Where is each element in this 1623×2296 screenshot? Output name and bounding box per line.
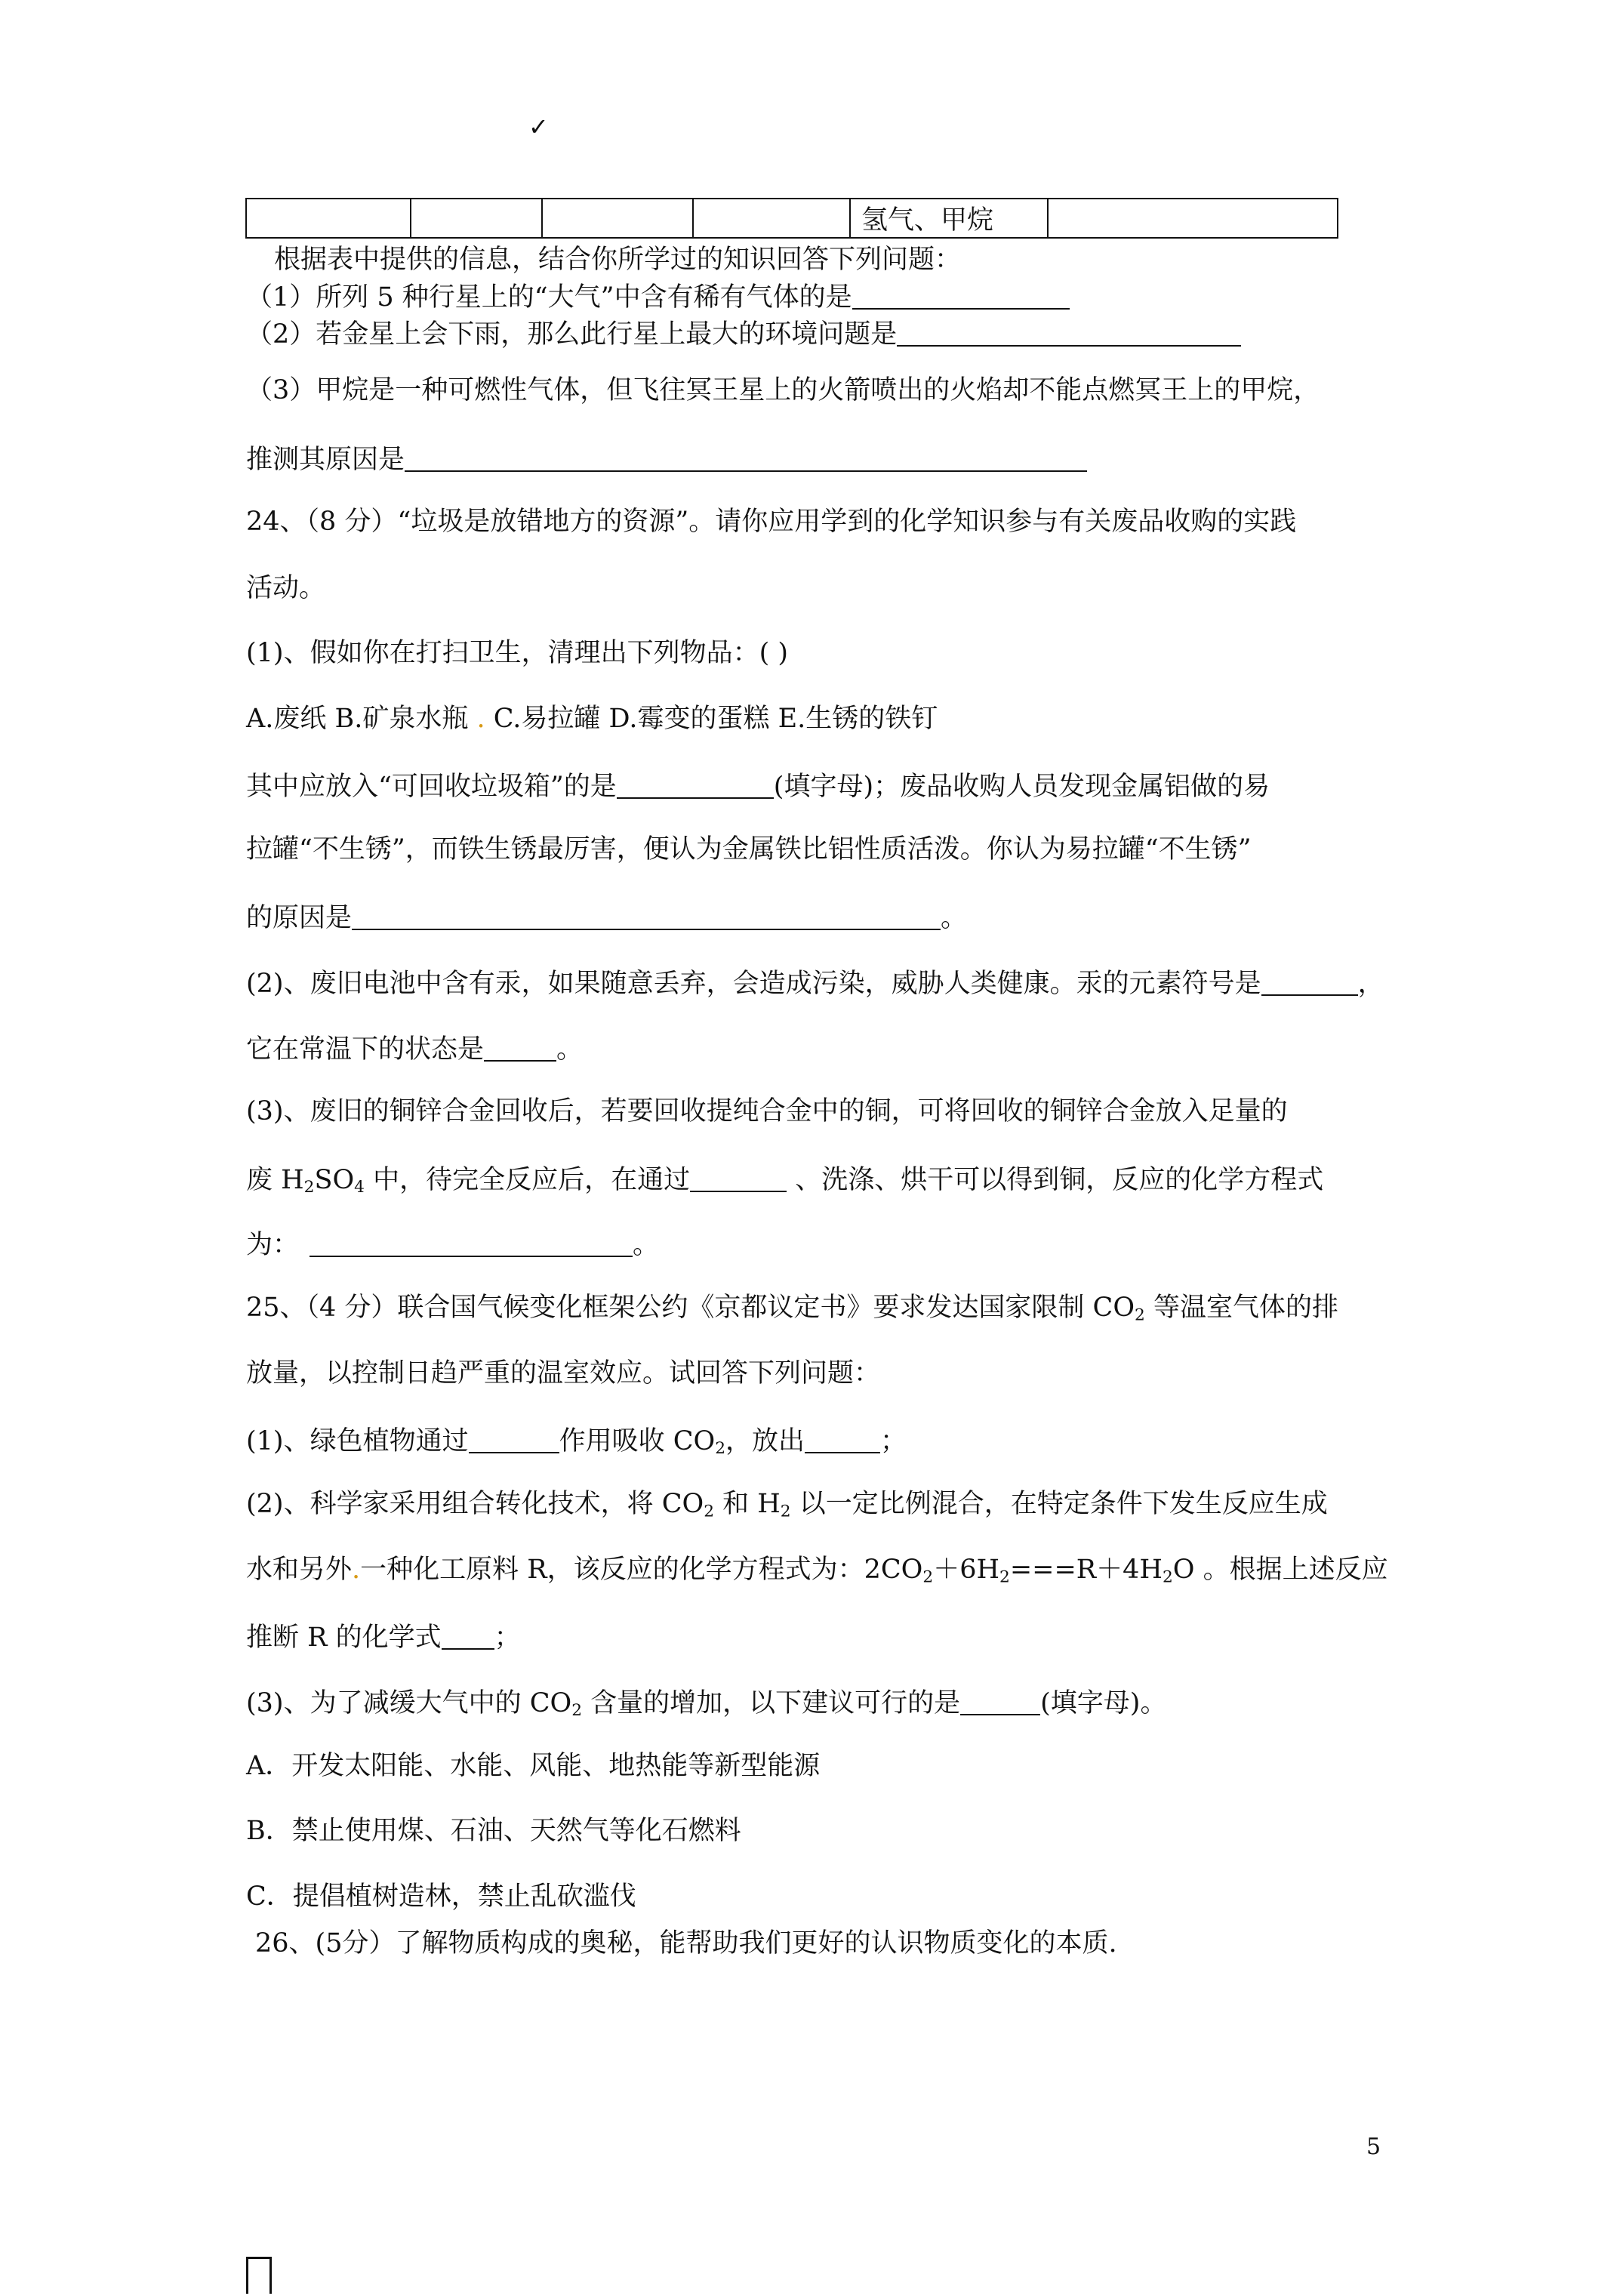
q24-line11-a: 废 H [246,1164,304,1195]
answer-blank [617,771,774,799]
q25-part2-a: (2)、科学家采用组合转化技术，将 CO [246,1489,704,1519]
answer-blank [805,1425,880,1453]
answer-blank [310,1229,633,1257]
q25-part1-a: (1)、绿色植物通过 [246,1425,469,1456]
q24-line6: 拉罐“不生锈”，而铁生锈最厉害，便认为金属铁比铝性质活泼。你认为易拉罐“不生锈” [246,834,1252,864]
answer-blank [960,1687,1040,1715]
q23-part2 [246,319,1241,348]
q25-part3-b: 含量的增加，以下建议可行的是 [582,1687,961,1718]
q23-part3-cont-text: 推测其原因是 [246,444,405,475]
stray-dot: . [352,1555,361,1585]
subscript: 2 [1162,1567,1173,1587]
q24-part2-text: (2)、废旧电池中含有汞，如果随意丢弃，会造成污染，威胁人类健康。汞的元素符号是 [246,968,1261,999]
q24-part2 [246,968,1384,997]
q25-part3 [246,1687,1166,1719]
q23-part3-cont [246,444,1087,473]
subscript: 2 [715,1439,726,1459]
q25-line6 [246,1622,521,1651]
q24-line12 [246,1229,659,1259]
q24-line11-b: SO [314,1164,355,1195]
q24-line5-b: (填字母)；废品收购人员发现金属铝做的易 [773,771,1270,802]
table-cell [411,199,542,238]
checkmark: ✓ [528,112,549,141]
q24-line7-b: 。 [941,902,968,933]
q24-options-ab: A.废纸 B.矿泉水瓶 [246,704,477,734]
q25-line2: 放量，以控制日趋严重的温室效应。试回答下列问题： [246,1358,881,1388]
q23-part2-text: （2）若金星上会下雨，那么此行星上最大的环境问题是 [246,319,898,350]
q25-part3-c: (填字母)。 [1040,1687,1167,1718]
q25-part3-a: (3)、为了减缓大气中的 CO [246,1687,572,1718]
q25-line5 [246,1557,1388,1586]
q25-option-b: B．禁止使用煤、石油、天然气等化石燃料 [246,1816,741,1846]
stray-dot: . [476,704,485,734]
table-cell [246,199,411,238]
q25-option-a: A．开发太阳能、水能、风能、地热能等新型能源 [246,1751,821,1781]
answer-blank [442,1622,494,1650]
q25-line1-a: 25、（4 分）联合国气候变化框架公约《京都议定书》要求发达国家限制 CO [246,1293,1135,1323]
q24-part1: (1)、假如你在打扫卫生，清理出下列物品：( ) [246,638,789,668]
subscript: 4 [354,1178,365,1197]
q25-part2-b: 和 H [714,1489,781,1519]
q24-line9 [246,1034,583,1063]
q23-part1-text: （1）所列 5 种行星上的“大气”中含有稀有气体的是 [246,282,852,313]
table-cell [693,199,850,238]
q23-part3: （3）甲烷是一种可燃性气体，但飞往冥王星上的火箭喷出的火焰却不能点燃冥王上的甲烷， [246,375,1320,405]
q25-line5-a: 水和另外 [246,1555,353,1585]
table-row [246,199,1338,238]
table-cell [1048,199,1338,238]
q24-line5 [246,771,1270,800]
subscript: 2 [1135,1305,1145,1325]
q25-line1-b: 等温室气体的排 [1144,1293,1338,1323]
q24-line12-a: 为： [246,1229,300,1260]
answer-blank [484,1034,556,1062]
q24-line7 [246,902,967,932]
q26-line1: 26、(5分）了解物质构成的奥秘，能帮助我们更好的认识物质变化的本质. [255,1928,1117,1959]
answer-blank [690,1164,787,1192]
table-cell: 氢气、甲烷 [850,199,1048,238]
answer-blank [852,282,1070,310]
answer-blank [469,1425,559,1453]
q24-line7-a: 的原因是 [246,902,353,933]
q24-options-cde: C.易拉罐 D.霉变的蛋糕 E.生锈的铁钉 [485,704,938,734]
q25-part1-b: 作用吸收 CO [559,1425,716,1456]
subscript: 2 [571,1701,582,1721]
q25-part1 [246,1425,907,1457]
q25-part1-d: ； [880,1425,907,1456]
q25-option-c: C．提倡植树造林，禁止乱砍滥伐 [246,1881,636,1912]
q25-part1-c: ，放出 [725,1425,805,1456]
q24-line5-a: 其中应放入“可回收垃圾箱”的是 [246,771,617,802]
planet-table-fragment [245,198,1338,239]
q24-line2: 活动。 [246,573,326,603]
page-number: 5 [1366,2134,1381,2160]
answer-blank [1261,968,1358,996]
placeholder-box [246,2257,272,2294]
q24-line1: 24、（8 分）“垃圾是放错地方的资源”。请你应用学到的化学知识参与有关废品收购的实践 [246,507,1297,537]
q24-line11 [246,1164,1323,1196]
q24-part3: (3)、废旧的铜锌合金回收后，若要回收提纯合金中的铜，可将回收的铜锌合金放入足量的 [246,1096,1288,1126]
q25-part2 [246,1491,1328,1520]
q25-line5-d: ===R＋4H [1009,1555,1163,1585]
q24-line11-c: 中，待完全反应后，在通过 [364,1164,691,1195]
q24-line9-a: 它在常温下的状态是 [246,1034,485,1065]
subscript: 2 [704,1502,714,1521]
q25-line5-b: 一种化工原料 R，该反应的化学方程式为：2CO [360,1555,923,1585]
q24-line11-d: 、洗涤、烘干可以得到铜，反应的化学方程式 [787,1164,1324,1195]
q25-line5-e: O 。根据上述反应 [1172,1555,1388,1585]
answer-blank [405,444,1087,472]
q23-part1 [246,282,1070,311]
q25-line6-b: ； [494,1622,521,1653]
answer-blank [897,319,1241,347]
q24-options [246,706,938,732]
q25-line6-a: 推断 R 的化学式 [246,1622,442,1653]
q25-line5-c: ＋6H [933,1555,999,1585]
subscript: 2 [999,1567,1010,1587]
subscript: 2 [303,1178,315,1197]
q24-line9-b: 。 [556,1034,584,1065]
subscript: 2 [922,1567,934,1587]
q24-line12-b: 。 [633,1229,660,1260]
subscript: 2 [780,1502,791,1521]
q25-line1 [246,1295,1338,1324]
q25-part2-c: 以一定比例混合，在特定条件下发生反应生成 [790,1489,1328,1519]
q23-intro: 根据表中提供的信息，结合你所学过的知识回答下列问题： [274,245,962,275]
answer-blank [352,902,941,930]
table-cell [542,199,693,238]
q24-part2-end: ， [1357,968,1384,999]
